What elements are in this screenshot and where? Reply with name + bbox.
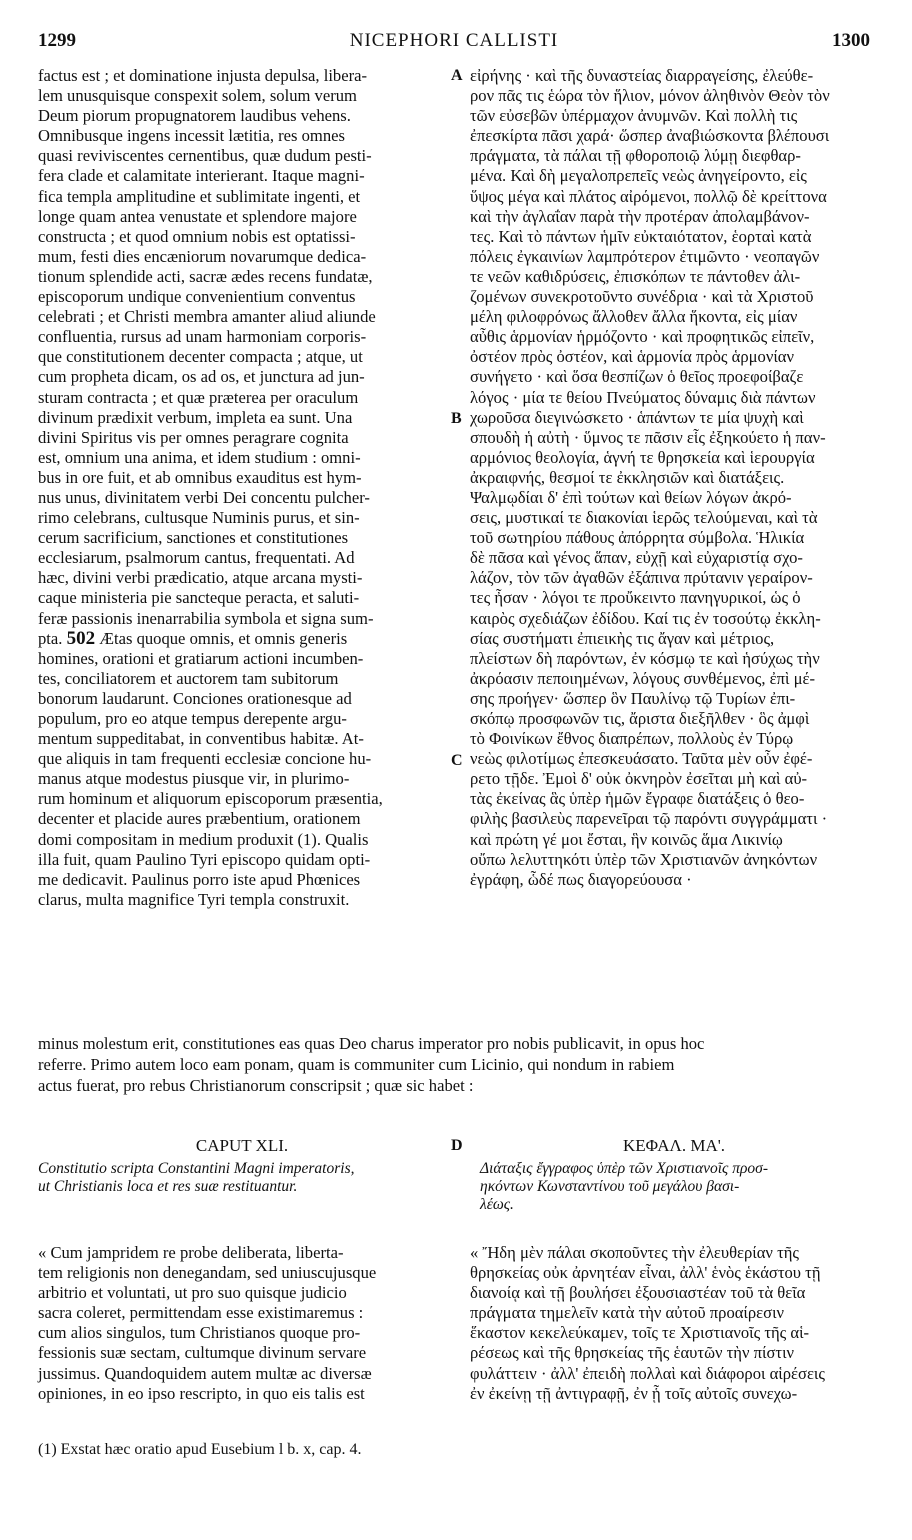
chapter-title-greek: ΚΕΦΑΛ. ΜΑ'. [622,1136,726,1155]
greek-column-bottom: « Ἤδη μὲν πάλαι σκοποῦντες τὴν ἐλευθερίαν τῆς θρησκείας οὐκ ἀρνητέαν εἶναι, ἀλλ' ἑνὸς ἑκάστου τῇ διανοίᾳ καὶ τῇ βουλήσει ἐξουσιαστέαν τοῦ τὰ θεῖα πράγματα τημελεῖν κατὰ τὴν αὐτοῦ προαίρεσιν ἕκαστον κεκελεύκαμεν, τοῖς τε Χριστιανοῖς τῆς αἱ- ρέσεως καὶ τῆς θρησκείας τῆς ἑαυτῶν τὴν πίστιν φυλάττειν · ἀλλ' ἐπειδὴ πολλαὶ καὶ διάφοροι αἱρέσεις ἐν ἐκείνῃ τῇ ἀντιγραφῇ, ἐν ᾗ τοῖς αὐτοῖς συνεχω- [470,1243,825,1403]
marker-b: B [451,410,462,427]
chapter-title-latin: CAPUT XLI. [195,1136,289,1155]
latin-text-top: factus est ; et dominatione injusta depulsa, libera- lem unusquisque conspexit solem, solum verum Deum piorum propugnatorem laudibus vehens. Omnibusque ingens incessit lætitia, res omnes quasi reviviscentes cernentibus, quæ dudum pesti- fera clade et calamitate interierant. Itaque magni- fica templa amplitudine et sublimitate ingenti, et longe quam antea venustate et splendore majore constructa ; et quod omnium nobis est optatissi- mum, festi dies encæniorum novarumque dedica- tionum splendide acti, sacræ ædes recens fundatæ, episcoporum undique convenientium conventus celebrati ; et Christi membra amanter aliud aliunde confluentia, rursus ad unam harmoniam corporis- que constitutionem decenter compacta ; atque, ut cum propheta dicam, os ad os, et junctura ad jun- sturam contracta ; et quæ præterea per oraculum divinum prædixit verbum, impleta ea sunt. Una divini Spiritus vis per omnes peragrare cognita est, omnium una anima, et idem studium : omni- bus in ore fuit, et ab omnibus exauditus est hym- nus unus, divinitatem verbi Dei concentu pulcher- rimo celebrans, cultusque Numinis purus, et sin- cerum sacrificium, sanctiones et constitutiones ecclesiarum, psalmorum cantus, frequentati. Ad hæc, divini verbi prædicatio, atque arcana mysti- caque ministeria pie sancteque peracta, et saluti- feræ passionis inenarrabilia symbola et signa sum- pta. [38,66,376,648]
section-number: 502 [66,627,96,649]
bleed-line: referre. Primo autem loco eam ponam, quam is communiter cum Licinio, qui nondum in rabiem [38,1055,675,1074]
greek-column-top: εἰρήνης · καὶ τῆς δυναστείας διαρραγείσης, ἐλεύθε- ρον πᾶς τις ἑώρα τὸν ἥλιον, μόνον ἀληθινὸν Θεὸν τὸν τῶν εὐσεβῶν ὑπέρμαχον ἀνυμνῶν. Καὶ πολλὴ τις ἐπεσκίρτα πᾶσι χαρά· ὥσπερ ἀναβιώσκοντα βλέπουσι πράγματα, τὰ πάλαι τῇ φθοροποιῷ λύμῃ διεφθαρ- μένα. Καὶ δὴ μεγαλοπρεπεῖς νεὼς ἀνηγείροντο, εἰς ὕψος μέγα καὶ πλάτος αἰρόμενοι, πολλῷ δὲ κρείττονα καὶ τὴν ἀγλαΐαν παρὰ τὴν προτέραν ἀπολαμβάνον- τες. Καὶ τὸ πάντων ἡμῖν εὐκταιότατον, ἑορταὶ κατὰ πόλεις ἐγκαινίων λαμπρότερον ἐτιμῶντο · νεοπαγῶν τε νεῶν καθιδρύσεις, ἐπισκόπων τε πάντοθεν ἀλι- ζομένων συνεκροτοῦντο συνέδρια · καὶ τὰ Χριστοῦ μέλη φιλοφρόνως ἄλλοθεν ἄλλα ἥκοντα, εἰς μίαν αὖθις ἁρμονίαν ἡρμόζοντο · καὶ προφητικῶς εἰπεῖν, ὀστέον πρὸς ὀστέον, καὶ ἁρμονία πρὸς ἁρμονίαν συνήγετο · καὶ ὅσα θεσπίζων ὁ θεῖος προεφοίβαζε λόγος · μία τε θείου Πνεύματος δύναμις διὰ πάντων χωροῦσα διεγινώσκετο · ἁπάντων τε μία ψυχὴ καὶ σπουδὴ ἡ αὐτὴ · ὕμνος τε πᾶσιν εἷς ἐξηκούετο ἡ παν- αρμόνιος θεολογία, ἁγνή τε θρησκεία καὶ ἱερουργία ἀκραιφνής, θεσμοί τε ἐκκλησιῶν καὶ διατάξεις. Ψαλμῳδίαι δ' ἐπὶ τούτων καὶ θείων λόγων ἀκρό- σεις, μυστικαί τε διακονίαι ἱερῶς τελούμεναι, καὶ τὰ τοῦ σωτηρίου πάθους ἀπόρρητα σύμβολα. Ἡλικία δὲ πᾶσα καὶ γένος ἅπαν, εὐχῇ καὶ εὐχαριστίᾳ σχο- λάζον, τὸν τῶν ἀγαθῶν ἐξάπινα πρύτανιν γεραίρον- τες ἦσαν · λόγοι τε προὔκειντο πανηγυρικοί, ὡς ὁ καιρὸς σχεδιάζων ἐδίδου. Καί τις ἐν τοσούτῳ ἐκκλη- σίας συστήματι ἐπιεικὴς τις ἄγαν καὶ μέτριος, πλείστων δὴ παρόντων, ἐν κόσμῳ τε καὶ ἡσύχως τὴν ἀκρόασιν πεποιημένων, λόγους συνθέμενος, ἐπὶ μέ- σης προήγεν· ὥσπερ ὃν Παυλίνῳ τῷ Τυρίων ἐπι- σκόπῳ προσφωνῶν τις, ἄριστα διεξῆλθεν · ὃς ἀμφὶ τὸ Φοινίκων ἔθνος διαπρέπων, πολλοὺς ἐν Τύρῳ νεὼς φιλοτίμως ἐπεσκευάσατο. Ταῦτα μὲν οὖν ἐφέ- ρετο τῇδε. Ἐμοὶ δ' οὐκ ὀκνηρὸν ἐσεῖται μὴ καὶ αὐ- τὰς ἐκείνας ἃς ὑπὲρ ἡμῶν ἔγραφε διατάξεις ὁ θεο- φιλὴς βασιλεὺς παρενεῖραι τῷ παρόντι συγγράμματι · καὶ πρώτη γέ μοι ἔσται, ἣν κοινῶς ἅμα Λικινίῳ οὔπω λελυττηκότι ὑπὲρ τῶν Χριστιανῶν ἀνηκόντων ἐγράφη, ὧδέ πως διαγορεύουσα · [470,66,830,889]
marker-c: C [451,752,463,769]
bleed-line: actus fuerat, pro rebus Christianorum conscripsit ; quæ sic habet : [38,1076,474,1095]
latin-column-bottom: « Cum jampridem re probe deliberata, liberta- tem religionis non denegandam, sed uniuscujusque arbitrio et voluntati, ut pro suo quisque judicio sacra coleret, permittendam esse existimaremus : cum alios singulos, tum Christianos quoque pro- fessionis suæ sectam, cultumque divinum servare jussimus. Quandoquidem autem multæ ac diversæ opiniones, in eo ipso rescripto, in quo eis talis est [38,1243,377,1403]
running-title: NICEPHORI CALLISTI [349,30,559,51]
marker-d: D [451,1137,463,1154]
chapter-subtitle-latin: Constitutio scripta Constantini Magni imperatoris, ut Christianis loca et res suæ restituantur. [38,1160,355,1195]
chapter-subtitle-greek: Διάταξις ἔγγραφος ὑπὲρ τῶν Χριστιανοῖς προσ- ηκόντων Κωνσταντίνου τοῦ μεγάλου βασι- λέως. [480,1160,768,1213]
page-header [38,30,870,60]
page-number-left: 1299 [38,30,76,51]
latin-column-top [38,66,446,910]
bleed-line: minus molestum erit, constitutiones eas quas Deo charus imperator pro nobis publicavit, in opus hoc [38,1034,705,1053]
marker-a: A [451,67,463,84]
page-number-right: 1300 [832,30,870,51]
latin-text-top-2: Ætas quoque omnis, et omnis generis homines, orationi et gratiarum actioni incumben- tes, conciliatorem et auctorem tam subitorum bonorum laudarunt. Conciones orationesque ad populum, pro eo atque tempus derepente argu- mentum suppeditabat, in conventibus habitæ. At- que aliquis in tam frequenti ecclesiæ concione hu- manus atque modestus piusque vir, in plurimo- rum hominum et aliquorum episcoporum præsentia, decenter et placide aures præbentium, orationem domi compositam in medium produxit (1). Qualis illa fuit, quam Paulino Tyri episcopo quidam opti- me dedicavit. Paulinus porro iste apud Phœnices clarus, multa magnifice Tyri templa construxit. [38,628,383,909]
footnote: (1) Exstat hæc oratio apud Eusebium l b. x, cap. 4. [38,1441,362,1458]
